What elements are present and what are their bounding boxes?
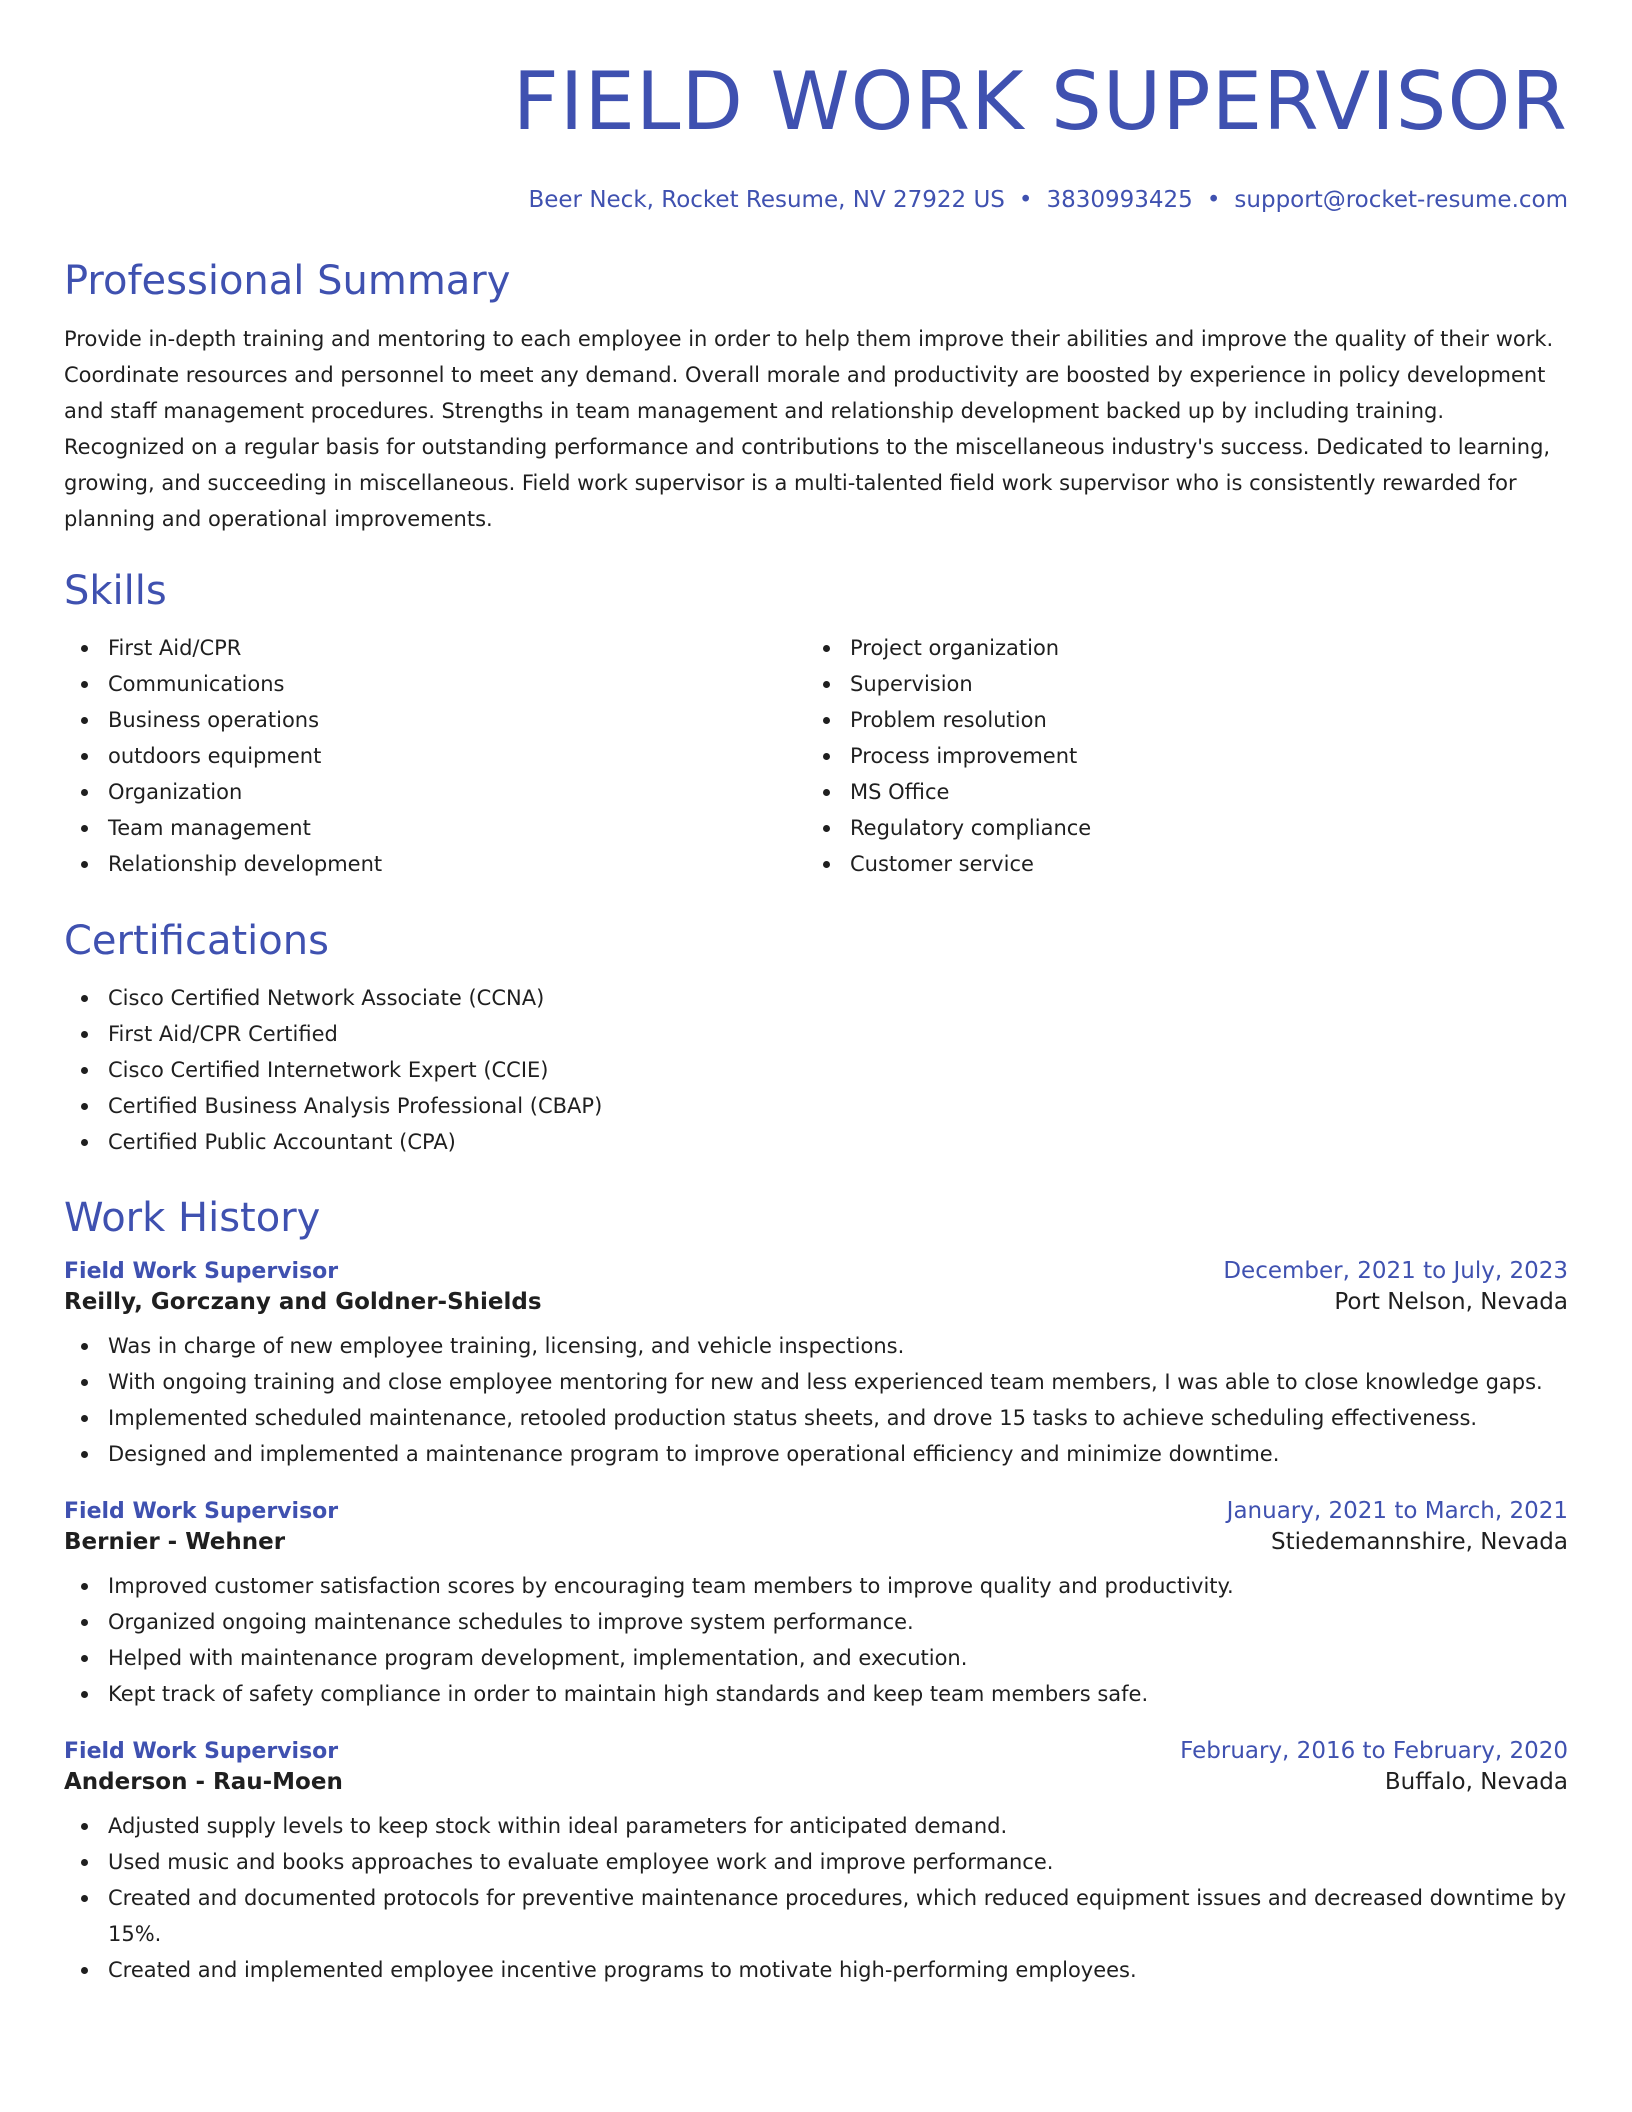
skill-item: Business operations bbox=[64, 702, 806, 738]
job-bullet: Adjusted supply levels to keep stock within ideal parameters for anticipated demand. bbox=[64, 1808, 1568, 1844]
skill-item: MS Office bbox=[806, 774, 1548, 810]
skill-item: First Aid/CPR bbox=[64, 630, 806, 666]
skill-item: Process improvement bbox=[806, 738, 1548, 774]
job-bullet-list bbox=[64, 1328, 1568, 1472]
job-company-row bbox=[64, 1527, 1568, 1557]
certification-item: Certified Public Accountant (CPA) bbox=[64, 1124, 1568, 1160]
job-bullet: Kept track of safety compliance in order to maintain high standards and keep team members safe. bbox=[64, 1676, 1568, 1712]
contact-line bbox=[64, 185, 1568, 215]
job-title: Field Work Supervisor bbox=[64, 1259, 339, 1284]
job-dates: February, 2016 to February, 2020 bbox=[1180, 1738, 1568, 1764]
job-company-row bbox=[64, 1767, 1568, 1797]
job-company: Anderson - Rau-Moen bbox=[64, 1769, 343, 1795]
skill-item: Communications bbox=[64, 666, 806, 702]
certification-item: Cisco Certified Network Associate (CCNA) bbox=[64, 980, 1568, 1016]
job-entry bbox=[64, 1496, 1568, 1712]
contact-address: Beer Neck, Rocket Resume, NV 27922 US bbox=[528, 187, 1005, 213]
job-bullet-list bbox=[64, 1808, 1568, 1988]
job-company-row bbox=[64, 1287, 1568, 1317]
job-location: Buffalo, Nevada bbox=[1384, 1769, 1568, 1795]
skills-list-right bbox=[806, 630, 1548, 882]
certifications-list bbox=[64, 980, 1568, 1160]
skill-item: Relationship development bbox=[64, 846, 806, 882]
job-title-row bbox=[64, 1496, 1568, 1527]
skill-item: Team management bbox=[64, 810, 806, 846]
job-title-row bbox=[64, 1736, 1568, 1767]
job-dates: December, 2021 to July, 2023 bbox=[1223, 1258, 1568, 1284]
skill-item: outdoors equipment bbox=[64, 738, 806, 774]
contact-phone: 3830993425 bbox=[1046, 187, 1193, 213]
skills-heading: Skills bbox=[64, 568, 167, 614]
job-bullet-list bbox=[64, 1568, 1568, 1712]
job-bullet: Organized ongoing maintenance schedules to improve system performance. bbox=[64, 1604, 1568, 1640]
job-entry bbox=[64, 1736, 1568, 1988]
job-bullet: Created and documented protocols for preventive maintenance procedures, which reduced equipment issues and decreased downtime by 15%. bbox=[64, 1880, 1568, 1952]
job-title: Field Work Supervisor bbox=[64, 1739, 339, 1764]
job-bullet: Was in charge of new employee training, licensing, and vehicle inspections. bbox=[64, 1328, 1568, 1364]
summary-heading: Professional Summary bbox=[64, 258, 511, 304]
job-bullet: Designed and implemented a maintenance program to improve operational efficiency and minimize downtime. bbox=[64, 1436, 1568, 1472]
certifications-heading: Certifications bbox=[64, 918, 329, 964]
resume-header bbox=[64, 0, 1568, 215]
job-bullet: Improved customer satisfaction scores by encouraging team members to improve quality and productivity. bbox=[64, 1568, 1568, 1604]
job-bullet: With ongoing training and close employee mentoring for new and less experienced team members, I was able to close knowledge gaps. bbox=[64, 1364, 1568, 1400]
job-bullet: Created and implemented employee incentive programs to motivate high-performing employees. bbox=[64, 1952, 1568, 1988]
job-bullet: Helped with maintenance program development, implementation, and execution. bbox=[64, 1640, 1568, 1676]
certifications-section bbox=[64, 917, 1568, 1160]
skills-columns bbox=[64, 630, 1568, 882]
job-location: Port Nelson, Nevada bbox=[1334, 1289, 1568, 1315]
certification-item: First Aid/CPR Certified bbox=[64, 1016, 1568, 1052]
summary-text: Provide in-depth training and mentoring to each employee in order to help them improve their abilities and improve the quality of their work. Coordinate resources and personnel to meet any demand. Overall morale and productivity are boosted by experience in policy development and staff management procedures. Strengths in team management and relationship development backed up by including training. Recognized on a regular basis for outstanding performance and contributions to the miscellaneous industry's success. Dedicated to learning, growing, and succeeding in miscellaneous. Field work supervisor is a multi-talented field work supervisor who is consistently rewarded for planning and operational improvements. bbox=[64, 327, 1554, 531]
contact-email[interactable]: support@rocket-resume.com bbox=[1234, 187, 1568, 213]
job-entry bbox=[64, 1256, 1568, 1472]
certification-item: Cisco Certified Internetwork Expert (CCIE) bbox=[64, 1052, 1568, 1088]
skill-item: Regulatory compliance bbox=[806, 810, 1548, 846]
job-location: Stiedemannshire, Nevada bbox=[1271, 1529, 1568, 1555]
skill-item: Organization bbox=[64, 774, 806, 810]
skill-item: Customer service bbox=[806, 846, 1548, 882]
skills-section bbox=[64, 567, 1568, 882]
job-bullet: Used music and books approaches to evaluate employee work and improve performance. bbox=[64, 1844, 1568, 1880]
job-title-row bbox=[64, 1256, 1568, 1287]
job-company: Bernier - Wehner bbox=[64, 1529, 286, 1555]
job-dates: January, 2021 to March, 2021 bbox=[1226, 1498, 1568, 1524]
summary-section bbox=[64, 257, 1568, 537]
skill-item: Project organization bbox=[806, 630, 1548, 666]
candidate-name: FIELD WORK SUPERVISOR bbox=[512, 55, 1568, 148]
job-company: Reilly, Gorczany and Goldner-Shields bbox=[64, 1289, 542, 1315]
contact-separator: • bbox=[1018, 187, 1033, 213]
certification-item: Certified Business Analysis Professional (CBAP) bbox=[64, 1088, 1568, 1124]
skills-list-left bbox=[64, 630, 806, 882]
job-bullet: Implemented scheduled maintenance, retooled production status sheets, and drove 15 tasks to achieve scheduling effectiveness. bbox=[64, 1400, 1568, 1436]
work-history-heading: Work History bbox=[64, 1195, 321, 1241]
job-title: Field Work Supervisor bbox=[64, 1499, 339, 1524]
skill-item: Problem resolution bbox=[806, 702, 1548, 738]
skill-item: Supervision bbox=[806, 666, 1548, 702]
contact-separator: • bbox=[1206, 187, 1221, 213]
work-history-section bbox=[64, 1194, 1568, 1988]
